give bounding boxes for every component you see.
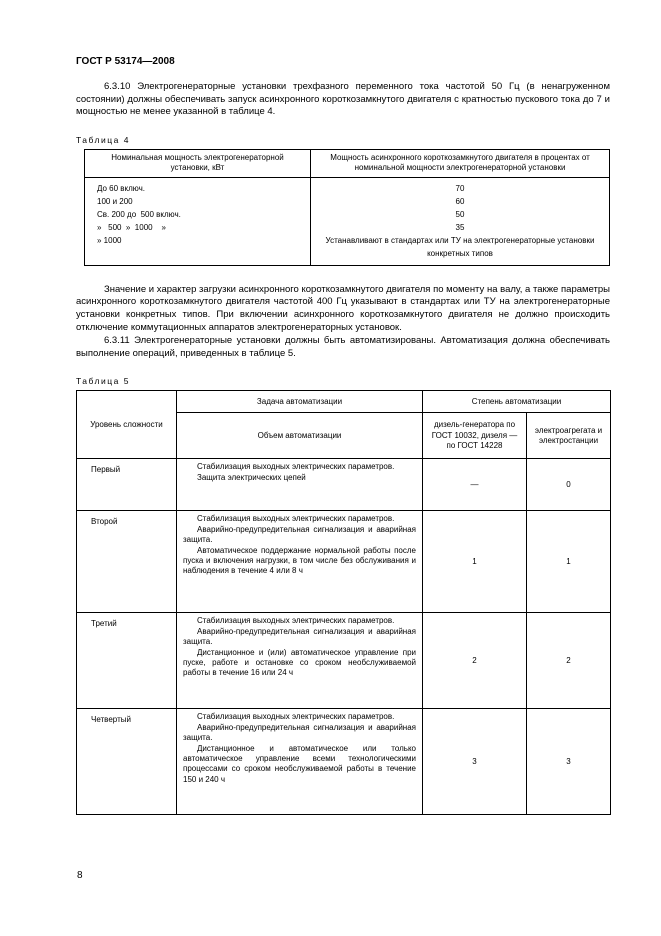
table5-row-first <box>77 459 611 511</box>
table4-percent-cell <box>311 177 610 265</box>
table5-degree1-cell: 1 <box>423 511 527 613</box>
document-header: ГОСТ Р 53174—2008 <box>76 56 175 67</box>
table4-label: Таблица 4 <box>76 134 130 145</box>
table5-header-task: Задача автоматизации <box>177 391 423 413</box>
table5-desc-para: Стабилизация выходных электрических параметров. <box>197 616 395 626</box>
table5-desc-para: Аварийно-предупредительная сигнализация и аварийная защита. <box>183 722 416 743</box>
table4-value: 70 <box>455 183 465 193</box>
table5-desc-para: Аварийно-предупредительная сигнализация и аварийная защита. <box>183 626 416 647</box>
table5-desc-para: Дистанционное и (или) автоматическое управление при пуске, работе и остановке со сроком необслуживаемой работы в течение 16 или 24 ч <box>183 647 416 678</box>
table5-header-level: Уровень сложности <box>77 391 177 459</box>
table5-level-cell: Первый <box>77 459 177 511</box>
table5-desc-para: Дистанционное и автоматическое или только автоматическое управление всеми технологическими процессами со сроком необслуживаемой работы в течение 150 и 240 ч <box>183 743 416 784</box>
paragraph-load-character: Значение и характер загрузки асинхронного короткозамкнутого двигателя по моменту на валу, а также параметры асинхронного короткозамкнутого двигателя частотой 400 Гц указывают в стандартах или ТУ на электрогенераторные установки конкретных типов. При включении асинхронного короткозамкнутого двигателя не должно происходить отключение коммутационных аппаратов электрогенераторных установок. <box>76 283 610 333</box>
table5-label: Таблица 5 <box>76 376 130 387</box>
table5-desc-para: Стабилизация выходных электрических параметров. <box>197 514 395 524</box>
table5-row-third <box>77 613 611 709</box>
table5-desc-para: Стабилизация выходных электрических параметров. <box>197 712 395 722</box>
page-number: 8 <box>77 870 83 881</box>
table5-degree2-cell: 3 <box>527 709 611 815</box>
table4-header-row <box>85 149 610 177</box>
table5-desc-cell <box>177 613 423 709</box>
table5-desc-para: Стабилизация выходных электрических параметров. <box>197 462 395 472</box>
table4-value: Устанавливают в стандартах или ТУ на электрогенераторные установки конкретных типов <box>325 235 595 258</box>
table4-body-row <box>85 177 610 265</box>
table4-value: 35 <box>455 222 465 232</box>
table-5 <box>76 390 611 815</box>
table5-row-second <box>77 511 611 613</box>
table4-line: До 60 включ. <box>97 183 146 193</box>
table4-power-cell <box>85 177 311 265</box>
table-4 <box>84 149 610 266</box>
table4-line: » 1000 <box>97 235 122 245</box>
table5-degree1-cell: — <box>423 459 527 511</box>
table5-desc-para: Аварийно-предупредительная сигнализация и аварийная защита. <box>183 524 416 545</box>
table5-desc-cell <box>177 709 423 815</box>
table5-desc-para: Защита электрических цепей <box>197 472 306 482</box>
table5-degree1-cell: 3 <box>423 709 527 815</box>
table5-header-degree-unit: электроагрегата и электростанции <box>527 413 611 459</box>
table5-desc-cell <box>177 459 423 511</box>
table4-line: » 500 » 1000 » <box>97 222 166 232</box>
table5-degree2-cell: 0 <box>527 459 611 511</box>
table5-header-degree: Степень автоматизации <box>423 391 611 413</box>
table5-degree2-cell: 1 <box>527 511 611 613</box>
table5-degree2-cell: 2 <box>527 613 611 709</box>
paragraph-6-3-10: 6.3.10 Электрогенераторные установки трехфазного переменного тока частотой 50 Гц (в ненагруженном состоянии) должны обеспечивать запуск асинхронного короткозамкнутого двигателя с кратностью пускового тока до 7 и мощностью не менее указанной в таблице 4. <box>76 81 610 118</box>
table5-header-degree-diesel: дизель-генератора по ГОСТ 10032, дизеля — по ГОСТ 14228 <box>423 413 527 459</box>
table4-line: Св. 200 до 500 включ. <box>97 209 181 219</box>
table5-level-cell: Четвертый <box>77 709 177 815</box>
table5-level-cell: Третий <box>77 613 177 709</box>
table5-header-scope: Объем автоматизации <box>177 413 423 459</box>
table4-value: 50 <box>455 209 465 219</box>
table4-header-col1: Номинальная мощность электрогенераторной установки, кВт <box>85 149 311 177</box>
table5-degree1-cell: 2 <box>423 613 527 709</box>
table4-line: 100 и 200 <box>97 196 133 206</box>
table5-header-row-1 <box>77 391 611 413</box>
table4-container <box>84 149 610 266</box>
table5-desc-para: Автоматическое поддержание нормальной работы после пуска и включения нагрузки, в том числе без обслуживания и наблюдения в течение 4 или 8 ч <box>183 545 416 576</box>
table5-row-fourth <box>77 709 611 815</box>
table4-value: 60 <box>455 196 465 206</box>
paragraph-6-3-11: 6.3.11 Электрогенераторные установки должны быть автоматизированы. Автоматизация должна обеспечивать выполнение операций, приведенных в таблице 5. <box>76 335 610 359</box>
table4-header-col2: Мощность асинхронного короткозамкнутого двигателя в процентах от номинальной мощности электрогенераторной установки <box>311 149 610 177</box>
table5-desc-cell <box>177 511 423 613</box>
table5-level-cell: Второй <box>77 511 177 613</box>
